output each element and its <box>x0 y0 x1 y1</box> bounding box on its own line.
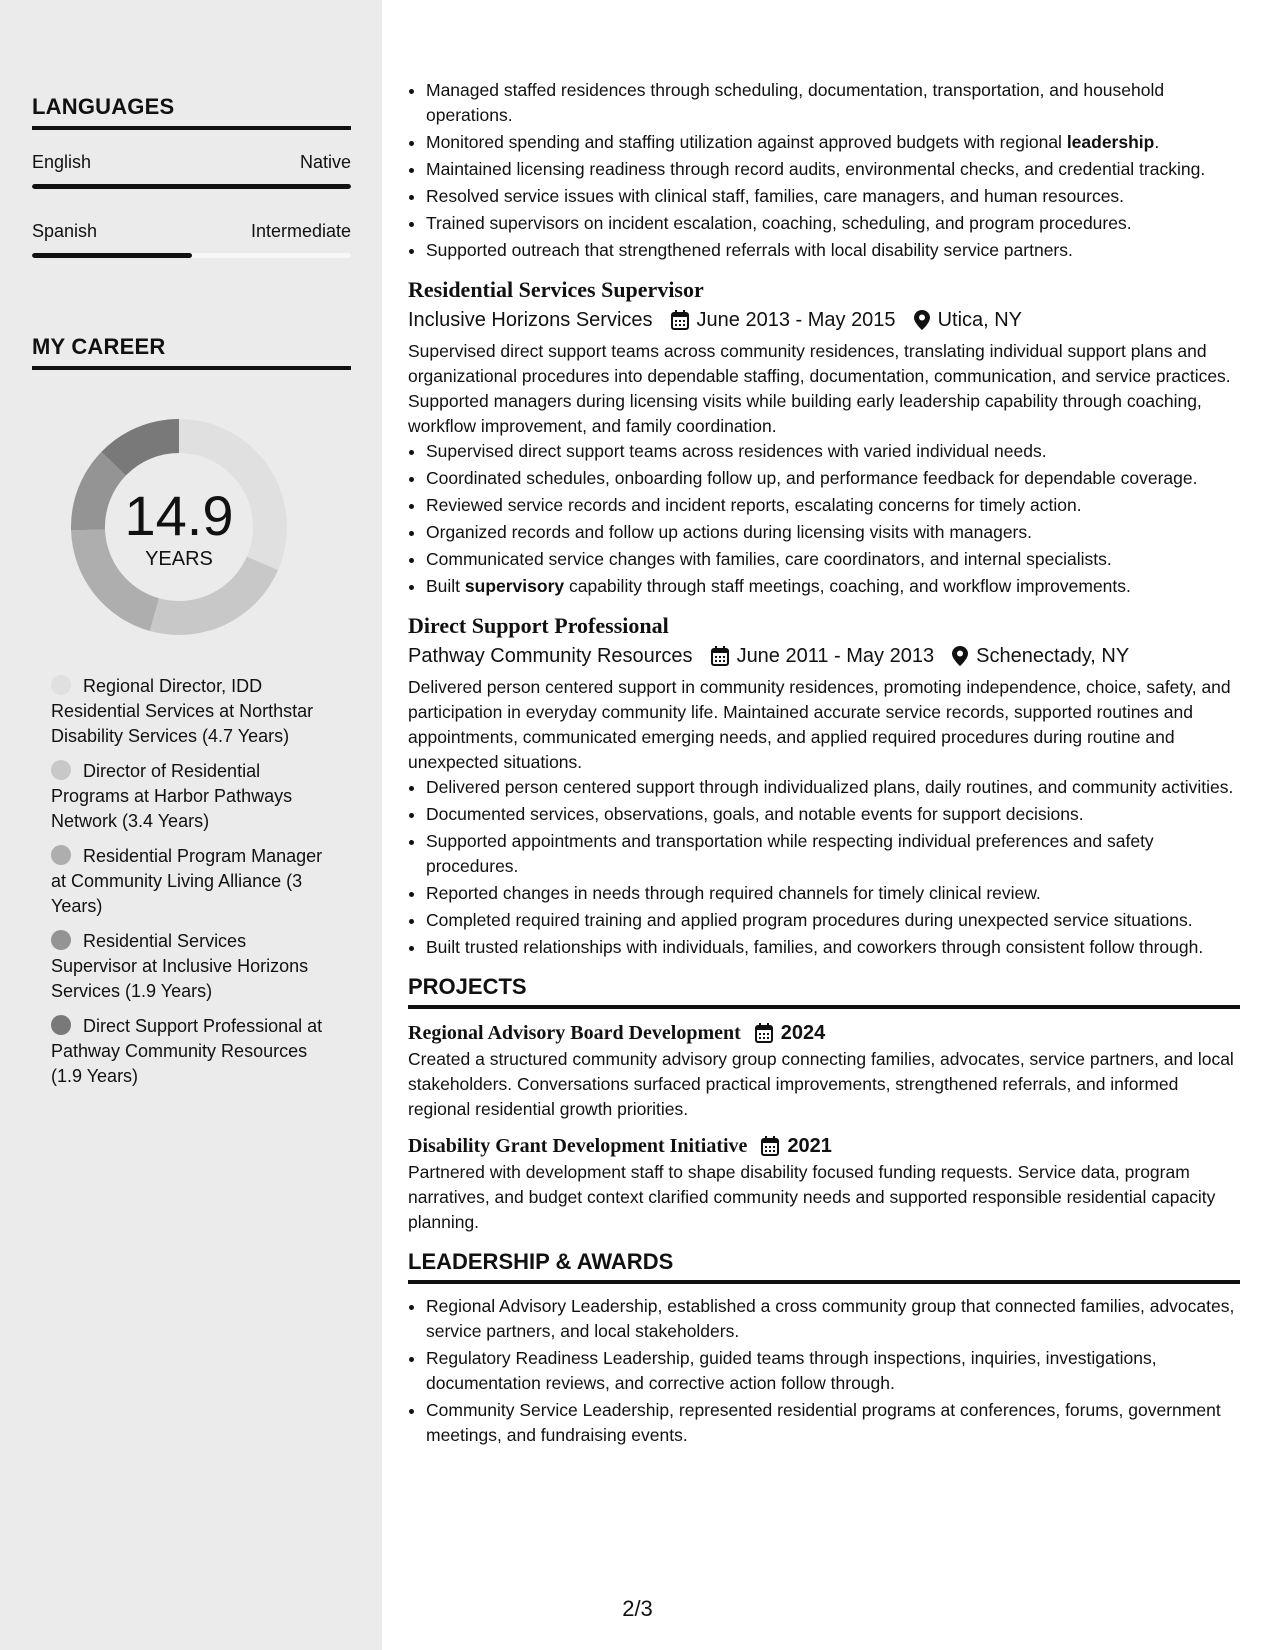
job-location: Schenectady, NY <box>976 645 1130 667</box>
bullet-item: • Documented services, observations, goals, and notable events for support decisions. <box>426 802 1240 827</box>
career-donut-chart <box>64 412 294 642</box>
legend-dot-icon <box>51 930 71 950</box>
language-row-english <box>32 152 351 173</box>
legend-dot-icon <box>51 760 71 780</box>
bullet-item: • Maintained licensing readiness through record audits, environmental checks, and credential tracking. <box>426 157 1240 182</box>
job-company: Pathway Community Resources <box>408 645 693 667</box>
bullet-item: • Managed staffed residences through scheduling, documentation, transportation, and household operations. <box>426 78 1240 128</box>
bullet-item: • Built supervisory capability through staff meetings, coaching, and workflow improvements. <box>426 574 1240 599</box>
sidebar <box>0 0 382 1650</box>
calendar-icon <box>755 1023 773 1043</box>
language-row-spanish <box>32 221 351 242</box>
leadership-heading: LEADERSHIP & AWARDS <box>408 1249 1240 1284</box>
bullet-item: • Supervised direct support teams across residences with varied individual needs. <box>426 439 1240 464</box>
project-year: 2021 <box>787 1135 832 1157</box>
job-dates: June 2013 - May 2015 <box>696 309 896 331</box>
bullet-item: • Supported appointments and transportation while respecting individual preferences and safety procedures. <box>426 829 1240 879</box>
career-legend-item <box>51 929 336 1004</box>
career-item-text: Direct Support Professional at Pathway Community Resources (1.9 Years) <box>51 1016 323 1086</box>
career-legend <box>51 674 336 1099</box>
job-title: Direct Support Professional <box>408 613 669 638</box>
job-meta <box>408 641 1240 671</box>
bullet-item: • Reported changes in needs through required channels for timely clinical review. <box>426 881 1240 906</box>
languages-heading: LANGUAGES <box>32 94 351 130</box>
project-title: Disability Grant Development Initiative <box>408 1135 748 1157</box>
job-title: Residential Services Supervisor <box>408 277 704 302</box>
project-year: 2024 <box>780 1022 826 1044</box>
bullet-item: • Built trusted relationships with individuals, families, and coworkers through consistent follow through. <box>426 935 1240 960</box>
job-dates: June 2011 - May 2013 <box>736 645 935 667</box>
project-description: Partnered with development staff to shape disability focused funding requests. Service data, program narratives, and budget context clarified community needs and supported responsible residential capacity planning. <box>408 1162 1216 1232</box>
bullet-item: • Resolved service issues with clinical staff, families, care managers, and human resources. <box>426 184 1240 209</box>
project-item <box>408 1019 1240 1122</box>
legend-dot-icon <box>51 675 71 695</box>
career-heading: MY CAREER <box>32 334 351 370</box>
language-proficiency-bar <box>32 253 351 258</box>
job-meta <box>408 305 1240 335</box>
job-description: Delivered person centered support in community residences, promoting independence, choice, safety, and participation in everyday community life. Maintained accurate service records, supported routines and appointments, communicated emerging needs, and applied required procedures during routine and unexpected situations. <box>408 677 1231 772</box>
job-location: Utica, NY <box>937 309 1023 331</box>
career-legend-item <box>51 1014 336 1089</box>
language-name: Spanish <box>32 221 98 241</box>
bullet-item: • Regional Advisory Leadership, established a cross community group that connected families, advocates, service partners, and local stakeholders. <box>426 1294 1240 1344</box>
language-proficiency-fill <box>32 184 351 189</box>
previous-job-bullets <box>408 78 1240 263</box>
bullet-item: • Community Service Leadership, represented residential programs at conferences, forums, government meetings, and fundraising events. <box>426 1398 1240 1448</box>
language-name: English <box>32 152 92 172</box>
legend-dot-icon <box>51 845 71 865</box>
career-total-years: 14.9 <box>124 484 234 547</box>
job-description: Supervised direct support teams across community residences, translating individual support plans and organizational procedures into dependable staffing, documentation, communication, and service practices. Supported managers during licensing visits while building early leadership capability through coaching, workflow improvement, and family coordination. <box>408 341 1231 436</box>
bullet-item: • Reviewed service records and incident reports, escalating concerns for timely action. <box>426 493 1240 518</box>
career-item-text: Residential Program Manager at Community Living Alliance (3 Years) <box>51 846 323 916</box>
calendar-icon <box>761 1136 779 1156</box>
career-item-text: Residential Services Supervisor at Inclusive Horizons Services (1.9 Years) <box>51 931 309 1001</box>
career-legend-item <box>51 759 336 834</box>
page-number: 2/3 <box>622 1596 653 1621</box>
project-title: Regional Advisory Board Development <box>408 1022 741 1044</box>
bullet-item: • Coordinated schedules, onboarding follow up, and performance feedback for dependable coverage. <box>426 466 1240 491</box>
job-bullets <box>408 439 1240 599</box>
career-legend-item <box>51 844 336 919</box>
career-legend-item <box>51 674 336 749</box>
job-company: Inclusive Horizons Services <box>408 309 653 331</box>
project-item <box>408 1132 1240 1235</box>
language-proficiency-fill <box>32 253 192 258</box>
calendar-icon <box>711 646 729 666</box>
map-pin-icon <box>914 310 930 330</box>
bullet-item: • Supported outreach that strengthened referrals with local disability service partners. <box>426 238 1240 263</box>
leadership-bullets <box>408 1294 1240 1448</box>
map-pin-icon <box>952 646 968 666</box>
main-content <box>408 78 1240 1450</box>
project-header <box>408 1132 1240 1160</box>
language-level: Intermediate <box>250 221 351 241</box>
career-years-label: YEARS <box>145 548 213 570</box>
language-proficiency-bar <box>32 184 351 189</box>
project-description: Created a structured community advisory group connecting families, advocates, service partners, and local stakeholders. Conversations surfaced practical improvements, strengthened referrals, and informed regional residential growth priorities. <box>408 1049 1234 1119</box>
bullet-item: • Organized records and follow up actions during licensing visits with managers. <box>426 520 1240 545</box>
projects-heading: PROJECTS <box>408 974 1240 1009</box>
bullet-item: • Trained supervisors on incident escalation, coaching, scheduling, and program procedures. <box>426 211 1240 236</box>
bullet-item: • Communicated service changes with families, care coordinators, and internal specialists. <box>426 547 1240 572</box>
bullet-item: • Delivered person centered support through individualized plans, daily routines, and community activities. <box>426 775 1240 800</box>
legend-dot-icon <box>51 1015 71 1035</box>
career-item-text: Regional Director, IDD Residential Services at Northstar Disability Services (4.7 Years) <box>51 676 314 746</box>
language-level: Native <box>299 152 351 172</box>
calendar-icon <box>671 310 689 330</box>
project-header <box>408 1019 1240 1047</box>
job-bullets <box>408 775 1240 960</box>
bullet-item: • Regulatory Readiness Leadership, guided teams through inspections, inquiries, investigations, documentation reviews, and corrective action follow through. <box>426 1346 1240 1396</box>
bullet-item: • Monitored spending and staffing utilization against approved budgets with regional leadership. <box>426 130 1240 155</box>
bullet-item: • Completed required training and applied program procedures during unexpected service situations. <box>426 908 1240 933</box>
career-item-text: Director of Residential Programs at Harbor Pathways Network (3.4 Years) <box>51 761 293 831</box>
